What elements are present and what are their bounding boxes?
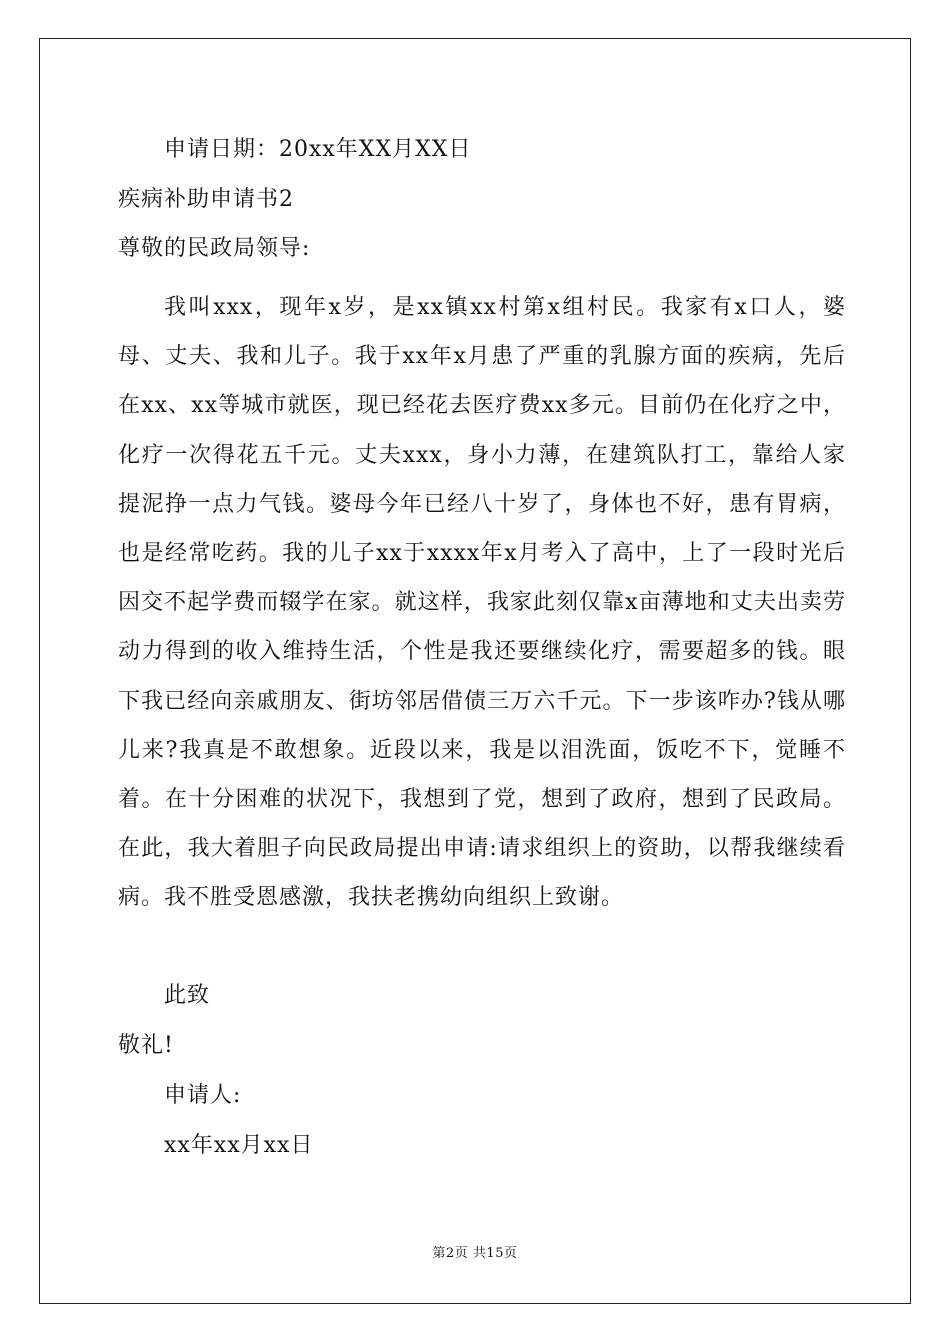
page-number-footer: 第2页 共15页 bbox=[432, 1246, 518, 1261]
body-paragraph: 我叫xxx，现年x岁，是xx镇xx村第x组村民。我家有x口人，婆母、丈夫、我和儿子。我于xx年x月患了严重的乳腺方面的疾病，先后在xx、xx等城市就医，现已经花去医疗费xx多元。目前仍在化疗之中，化疗一次得花五千元。丈夫xxx，身小力薄，在建筑队打工，靠给人家提泥挣一点力气钱。婆母今年已经八十岁了，身体也不好，患有胃病，也是经常吃药。我的儿子xx于xxxx年x月考入了高中，上了一段时光后因交不起学费而辍学在家。就这样，我家此刻仅靠x亩薄地和丈夫出卖劳动力得到的收入维持生活，个性是我还要继续化疗，需要超多的钱。眼下我已经向亲戚朋友、街坊邻居借债三万六千元。下一步该咋办?钱从哪儿来?我真是不敢想象。近段以来，我是以泪洗面，饭吃不下，觉睡不着。在十分困难的状况下，我想到了党，想到了政府，想到了民政局。在此，我大着胆子向民政局提出申请:请求组织上的资助，以帮我继续看病。我不胜受恩感激，我扶老携幼向组织上致谢。 bbox=[118, 295, 846, 911]
closing-phrase: 此致 bbox=[164, 983, 211, 1008]
applicant-label: 申请人: bbox=[164, 1083, 242, 1108]
signature-date: xx年xx月xx日 bbox=[164, 1133, 314, 1158]
regards: 敬礼! bbox=[118, 1033, 174, 1058]
document-title: 疾病补助申请书2 bbox=[118, 187, 294, 212]
application-date: 申请日期：20xx年XX月XX日 bbox=[164, 137, 472, 162]
salutation: 尊敬的民政局领导: bbox=[118, 236, 311, 261]
